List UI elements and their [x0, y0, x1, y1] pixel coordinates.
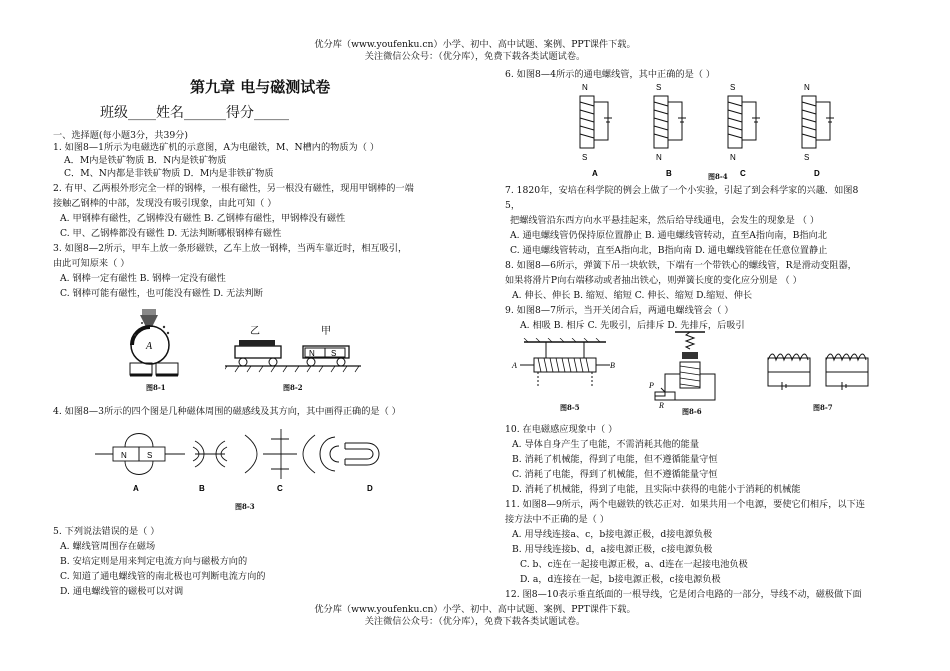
header-line-1: 优分库（www.youfenku.cn）小学、初中、高中试题、案例、PPT课件下载。: [314, 39, 636, 50]
question-line: 6. 如图8—4所示的通电螺线管，其中正确的是（ ）: [505, 69, 716, 80]
option-line: B. 消耗了机械能，得到了电能，但不遵循能量守恒: [512, 454, 718, 465]
pole-s: S: [804, 153, 810, 162]
question-line: 3. 如图8—2所示，甲车上放一条形磁铁，乙车上放一钢棒，当两车靠近时，相互吸引，: [53, 243, 408, 254]
option-line: A. 螺线管周围存在磁场: [60, 541, 156, 552]
option-line: A. 钢棒一定有磁性 B. 钢棒一定没有磁性: [60, 273, 226, 284]
question-line: 9. 如图8—7所示，当开关闭合后，两通电螺线管会（ ）: [505, 305, 734, 316]
end-a-label: A: [512, 361, 517, 370]
figure-caption: 图8-2: [283, 383, 303, 392]
question-line: 10. 在电磁感应现象中（ ）: [505, 424, 618, 435]
figure-8-6-spring-solenoid: [645, 330, 735, 408]
pole-n: N: [121, 451, 127, 460]
option-line: A. 用导线连接a、c，b接电源正极，d接电源负极: [512, 529, 713, 540]
pole-s: S: [730, 83, 736, 92]
option-line: D. 通电螺线管的磁极可以对调: [60, 586, 184, 597]
option-line: C．M、N内都是非铁矿物质 D．M内是非铁矿物质: [64, 168, 274, 179]
question-line: 4. 如图8—3所示的四个图是几种磁体周围的磁感线及其方向，其中画得正确的是（ ）: [53, 406, 401, 417]
option-line: C. 钢棒可能有磁性，也可能没有磁性 D. 无法判断: [60, 288, 263, 299]
question-line: 7. 1820年，安培在科学院的例会上做了一个小实验，引起了到会科学家的兴趣．如图8: [505, 185, 859, 196]
question-line: 接方法中不正确的是（ ）: [505, 514, 609, 525]
resistor-r-label: R: [659, 401, 664, 408]
car-jia-label: 甲: [321, 326, 331, 337]
figure-caption: 图8-1: [146, 383, 166, 392]
footer-line-2: 关注微信公众号：（优分库），免费下载各类试题试卷。: [364, 616, 586, 627]
figure-caption: 图8-3: [235, 502, 255, 511]
page-title: 第九章 电与磁测试卷: [190, 78, 331, 96]
option-line: C. 知道了通电螺线管的南北极也可判断电流方向的: [60, 571, 266, 582]
car-yi-label: 乙: [250, 326, 260, 337]
option-b-label: B: [666, 169, 672, 178]
option-line: A. 相吸 B. 相斥 C. 先吸引，后排斥 D. 先排斥，后吸引: [520, 320, 745, 331]
figure-caption: 图8-5: [560, 403, 580, 412]
option-line: B. 用导线连接b、d，a接电源正极，c接电源负极: [512, 544, 713, 555]
footer-line-1: 优分库（www.youfenku.cn）小学、初中、高中试题、案例、PPT课件下载。: [314, 604, 636, 615]
option-line: B. 安培定则是用来判定电流方向与磁极方向的: [60, 556, 248, 567]
question-line: 由此可知原来（ ）: [53, 258, 130, 269]
option-line: C. 消耗了电能，得到了机械能，但不遵循能量守恒: [512, 469, 718, 480]
label-a: A: [146, 341, 153, 352]
option-line: C. 甲、乙钢棒都没有磁性 D. 无法判断哪根钢棒有磁性: [60, 228, 282, 239]
option-b-label: B: [199, 484, 205, 493]
option-d-label: D: [814, 169, 820, 178]
figure-8-1-separator: [120, 305, 195, 380]
option-line: A．M内是铁矿物质 B．N内是铁矿物质: [64, 155, 227, 166]
figure-caption: 图8-6: [682, 407, 702, 416]
question-line: 接触乙钢棒的中部，发现没有吸引现象，由此可知（ ）: [53, 198, 277, 209]
question-line: 5. 下列说法错误的是（ ）: [53, 526, 160, 537]
pole-n: N: [309, 349, 315, 358]
section-heading: 一、选择题(每小题3分，共39分): [53, 130, 188, 141]
pole-s: S: [331, 349, 337, 358]
pole-n: N: [656, 153, 662, 162]
option-a-label: A: [592, 169, 598, 178]
header-line-2: 关注微信公众号：（优分库），免费下载各类试题试卷。: [364, 51, 586, 62]
figure-caption: 图8-4: [708, 172, 728, 181]
question-line: 12. 图8—10表示垂直纸面的一根导线，它是闭合电路的一部分，导线不动，磁极做下面: [505, 589, 862, 600]
option-line: A. 通电螺线管仍保持原位置静止 B. 通电螺线管转动，直至A指向南，B指向北: [510, 230, 827, 241]
figure-8-7-two-solenoids: [760, 350, 878, 400]
option-line: A. 伸长、伸长 B. 缩短、缩短 C. 伸长、缩短 D.缩短、伸长: [512, 290, 753, 301]
pole-n: N: [804, 83, 810, 92]
option-a-label: A: [133, 484, 139, 493]
option-line: D. a，d连接在一起，b接电源正极，c接电源负极: [520, 574, 721, 585]
pole-s: S: [147, 451, 153, 460]
option-c-label: C: [740, 169, 746, 178]
figure-caption: 图8-7: [813, 403, 833, 412]
question-line: 5，: [505, 200, 521, 211]
figure-8-2-carts: [225, 322, 365, 382]
figure-8-4-solenoids: [560, 80, 860, 180]
question-line: 2. 有甲、乙两根外形完全一样的钢棒，一根有磁性，另一根没有磁性，现用甲钢棒的一端: [53, 183, 414, 194]
option-line: C. b、c连在一起接电源正极，a、d连在一起接电池负极: [520, 559, 748, 570]
question-line: 8. 如图8—6所示，弹簧下吊一块软铁，下端有一个带铁心的螺线管，R是滑动变阻器，: [505, 260, 857, 271]
pole-n: N: [582, 83, 588, 92]
option-line: A. 导体自身产生了电能，不需消耗其他的能量: [512, 439, 700, 450]
option-line: D. 消耗了机械能，得到了电能，且实际中获得的电能小于消耗的机械能: [512, 484, 801, 495]
pole-n: N: [730, 153, 736, 162]
end-b-label: B: [610, 361, 615, 370]
question-line: 1. 如图8—1所示为电磁选矿机的示意图，A为电磁铁，M、N槽内的物质为（ ）: [53, 142, 380, 153]
student-info-line: 班级____姓名______得分_____: [100, 105, 289, 121]
option-line: C. 通电螺线管转动，直至A指向北，B指向南 D. 通电螺线管能在任意位置静止: [510, 245, 828, 256]
question-line: 如果将滑片P向右端移动或者抽出铁心，则弹簧长度的变化应分别是 （ ）: [505, 275, 802, 286]
question-line: 把螺线管沿东西方向水平悬挂起来，然后给导线通电，会发生的现象是 （ ）: [510, 215, 820, 226]
figure-8-5-suspended-solenoid: [510, 338, 620, 398]
figure-8-3-field-lines: [95, 425, 415, 497]
option-c-label: C: [277, 484, 283, 493]
slider-p-label: P: [649, 381, 654, 390]
pole-s: S: [582, 153, 588, 162]
option-d-label: D: [367, 484, 373, 493]
question-line: 11. 如图8—9所示，两个电磁铁的铁芯正对．如果共用一个电源，要使它们相斥，以下连: [505, 499, 865, 510]
pole-s: S: [656, 83, 662, 92]
option-line: A. 甲钢棒有磁性，乙钢棒没有磁性 B. 乙钢棒有磁性，甲钢棒没有磁性: [60, 213, 346, 224]
